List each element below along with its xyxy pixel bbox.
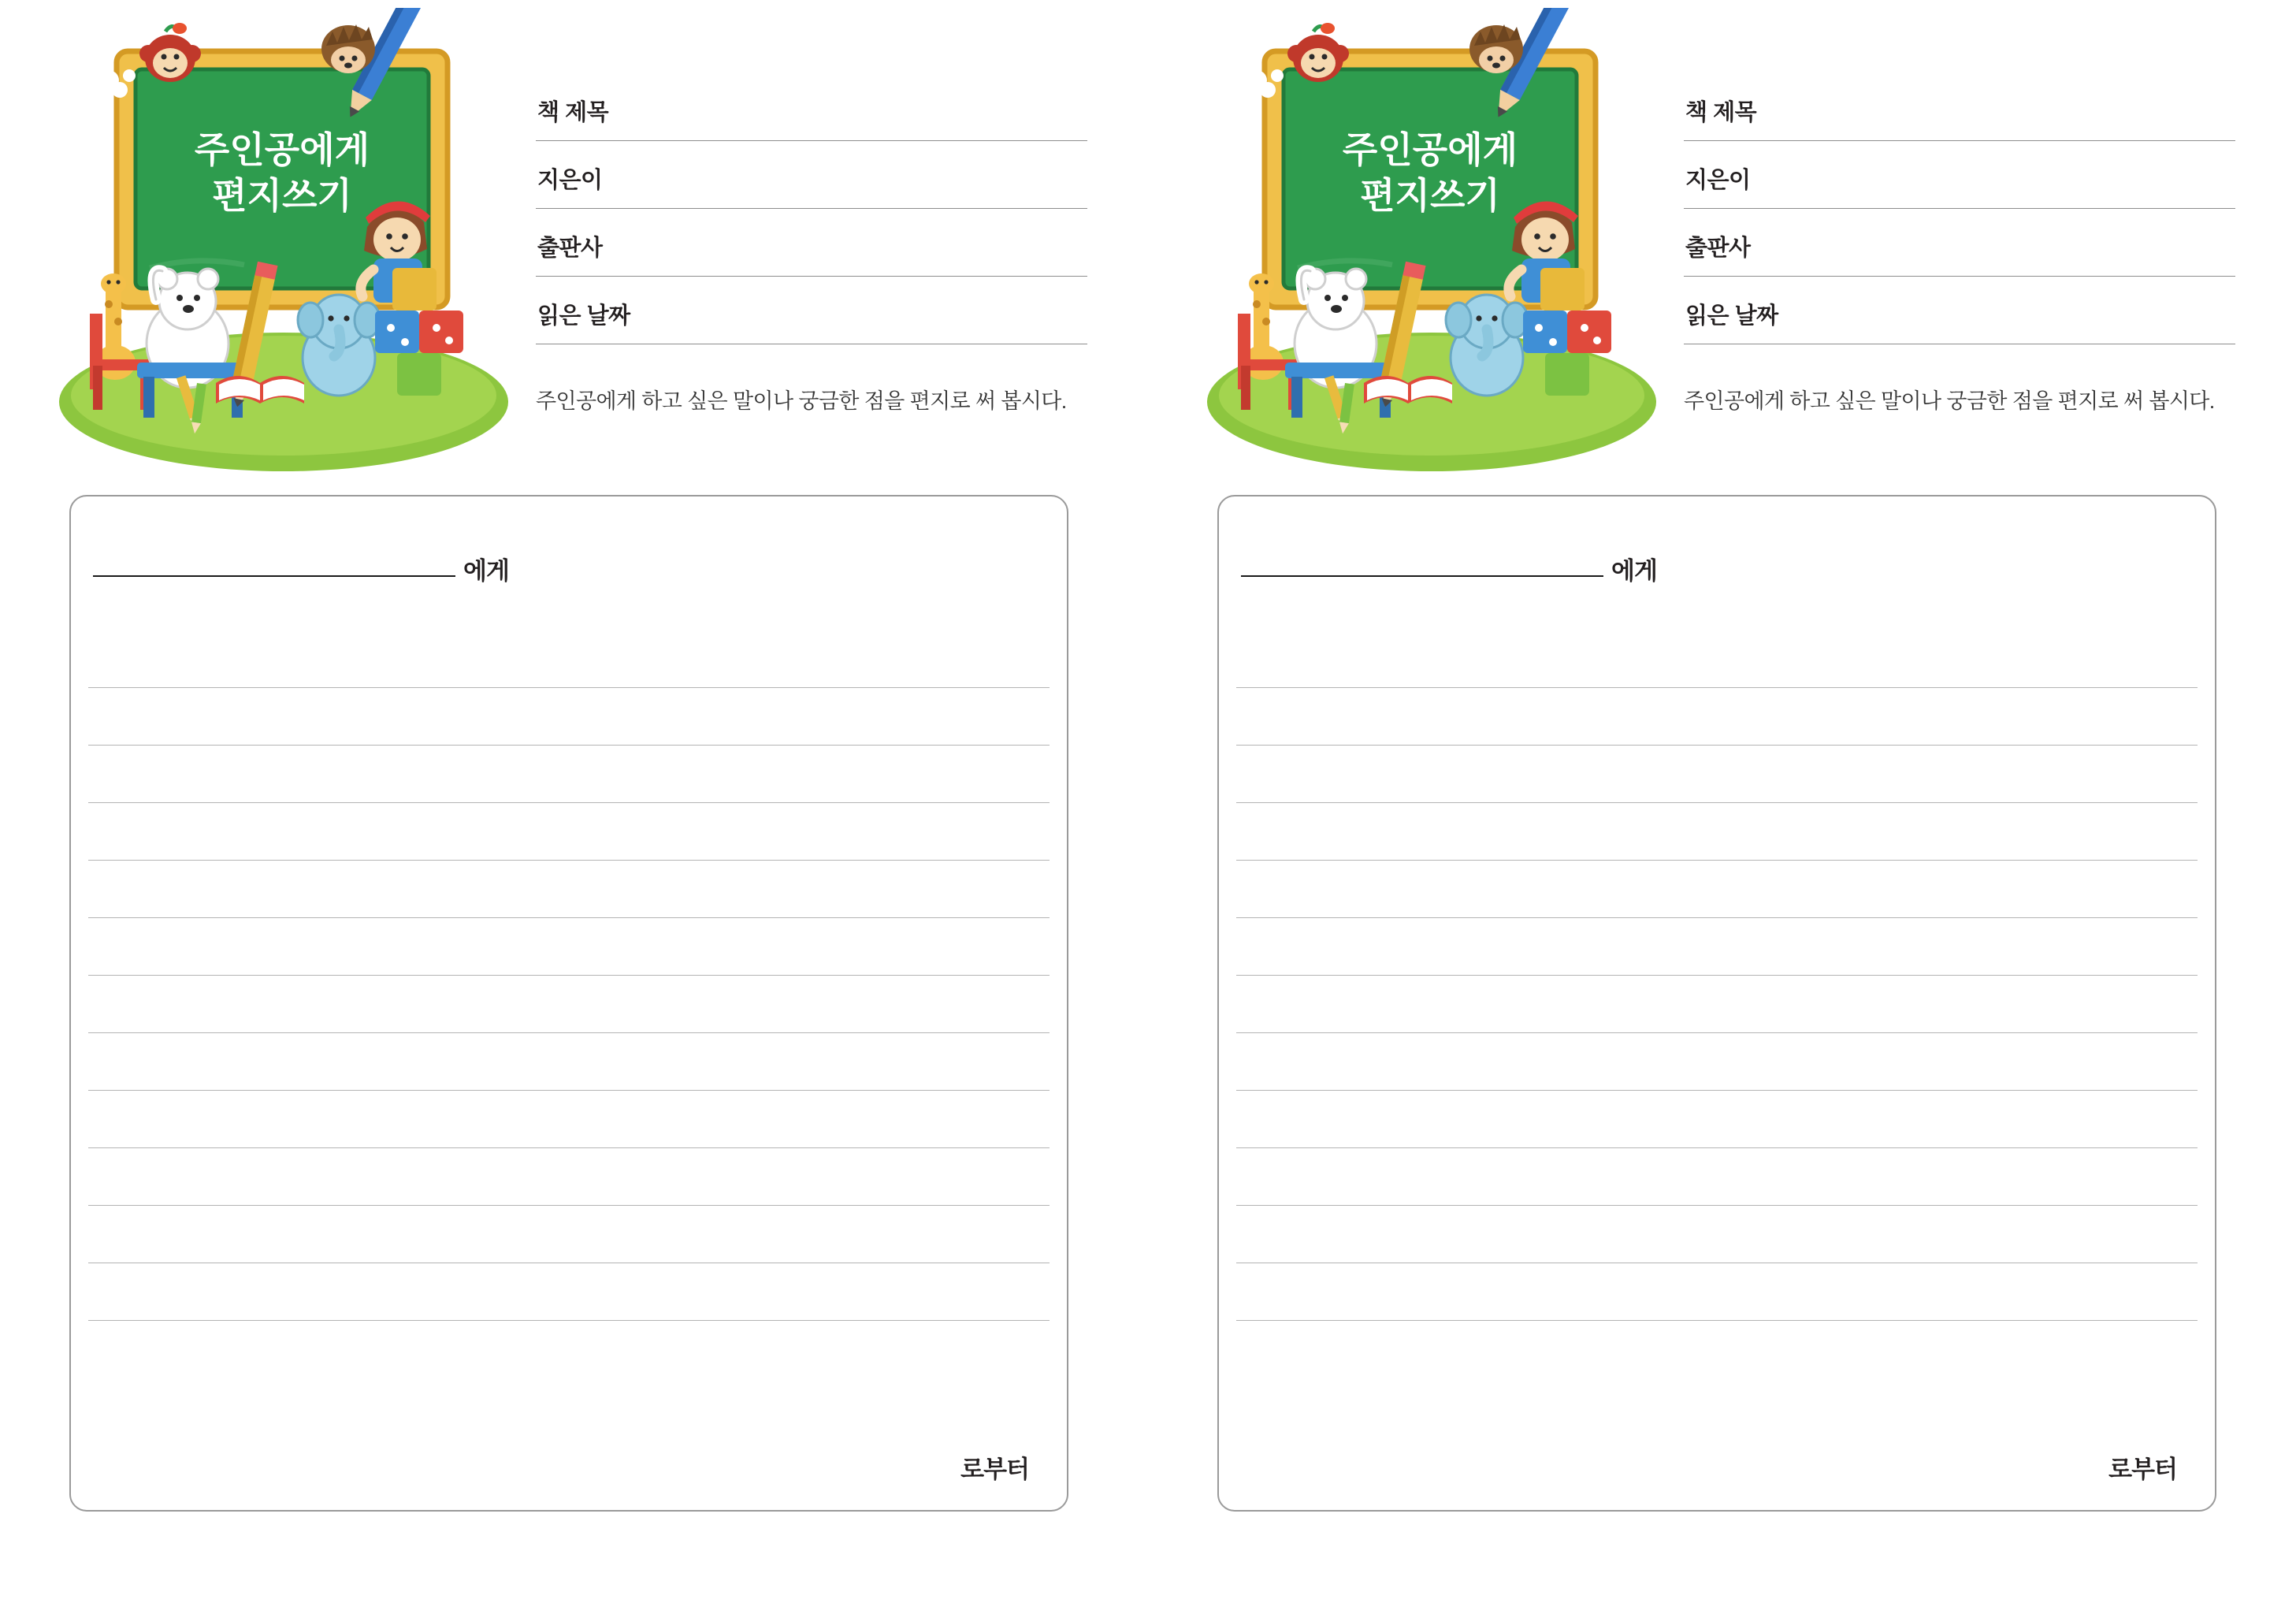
letter-recipient-label: 에게	[463, 557, 509, 585]
svg-text:주인공에게: 주인공에게	[194, 129, 370, 170]
letter-line[interactable]	[88, 746, 1050, 803]
letter-line[interactable]	[88, 918, 1050, 976]
svg-text:주인공에게: 주인공에게	[1342, 129, 1518, 170]
field-writeline-publisher[interactable]	[536, 276, 1087, 277]
letter-line[interactable]	[88, 630, 1050, 688]
letter-line[interactable]	[88, 1033, 1050, 1091]
field-label-read-date: 읽은 날짜	[537, 303, 630, 329]
classroom-illustration	[47, 8, 520, 477]
field-label-book-title: 책 제목	[1685, 100, 1757, 125]
letter-line[interactable]	[1236, 861, 2198, 918]
field-read-date[interactable]	[536, 298, 1087, 366]
letter-line[interactable]	[1236, 1091, 2198, 1148]
field-label-publisher: 출판사	[1685, 236, 1751, 261]
book-info-fields	[536, 95, 1087, 366]
field-label-author: 지은이	[1685, 168, 1751, 193]
letter-recipient-label: 에게	[1611, 557, 1657, 585]
classroom-illustration	[1195, 8, 1668, 477]
letter-recipient-row[interactable]	[1241, 537, 1714, 585]
field-label-book-title: 책 제목	[537, 100, 609, 125]
letter-line[interactable]	[1236, 918, 2198, 976]
letter-line[interactable]	[1236, 803, 2198, 861]
letter-line[interactable]	[88, 688, 1050, 746]
letter-line[interactable]	[1236, 1263, 2198, 1321]
letter-recipient-row[interactable]	[93, 537, 566, 585]
letter-line[interactable]	[88, 1263, 1050, 1321]
field-read-date[interactable]	[1684, 298, 2235, 366]
field-writeline-author[interactable]	[1684, 208, 2235, 209]
field-label-author: 지은이	[537, 168, 603, 193]
field-author[interactable]	[536, 162, 1087, 230]
letter-ruled-lines[interactable]	[1236, 630, 2198, 1321]
letter-line[interactable]	[1236, 976, 2198, 1033]
letter-line[interactable]	[88, 1091, 1050, 1148]
field-book-title[interactable]	[1684, 95, 2235, 162]
letter-line[interactable]	[1236, 1033, 2198, 1091]
field-label-read-date: 읽은 날짜	[1685, 303, 1778, 329]
worksheet-header	[47, 8, 1095, 481]
letter-line[interactable]	[1236, 1148, 2198, 1206]
letter-recipient-blank[interactable]	[93, 575, 455, 577]
field-publisher[interactable]	[1684, 230, 2235, 298]
letter-writing-box[interactable]	[69, 495, 1068, 1512]
instruction-text: 주인공에게 하고 싶은 말이나 궁금한 점을 편지로 써 봅시다.	[536, 389, 1067, 413]
instruction-text: 주인공에게 하고 싶은 말이나 궁금한 점을 편지로 써 봅시다.	[1684, 389, 2215, 413]
letter-line[interactable]	[1236, 688, 2198, 746]
field-author[interactable]	[1684, 162, 2235, 230]
letter-line[interactable]	[88, 861, 1050, 918]
book-info-fields	[1684, 95, 2235, 366]
field-writeline-book-title[interactable]	[536, 140, 1087, 141]
letter-line[interactable]	[1236, 1206, 2198, 1263]
letter-ruled-lines[interactable]	[88, 630, 1050, 1321]
svg-text:편지쓰기: 편지쓰기	[212, 175, 352, 216]
field-writeline-author[interactable]	[536, 208, 1087, 209]
field-writeline-publisher[interactable]	[1684, 276, 2235, 277]
letter-recipient-blank[interactable]	[1241, 575, 1603, 577]
letter-writing-box[interactable]	[1217, 495, 2216, 1512]
letter-line[interactable]	[88, 1148, 1050, 1206]
field-writeline-book-title[interactable]	[1684, 140, 2235, 141]
field-label-publisher: 출판사	[537, 236, 603, 261]
field-publisher[interactable]	[536, 230, 1087, 298]
letter-line[interactable]	[1236, 630, 2198, 688]
letter-sender-label: 로부터	[2108, 1456, 2177, 1483]
letter-sender-label: 로부터	[960, 1456, 1029, 1483]
letter-line[interactable]	[88, 803, 1050, 861]
worksheet-header	[1195, 8, 2243, 481]
worksheet-copy-right	[1148, 0, 2296, 1614]
letter-line[interactable]	[88, 976, 1050, 1033]
field-book-title[interactable]	[536, 95, 1087, 162]
svg-text:편지쓰기: 편지쓰기	[1360, 175, 1500, 216]
letter-line[interactable]	[88, 1206, 1050, 1263]
letter-line[interactable]	[1236, 746, 2198, 803]
